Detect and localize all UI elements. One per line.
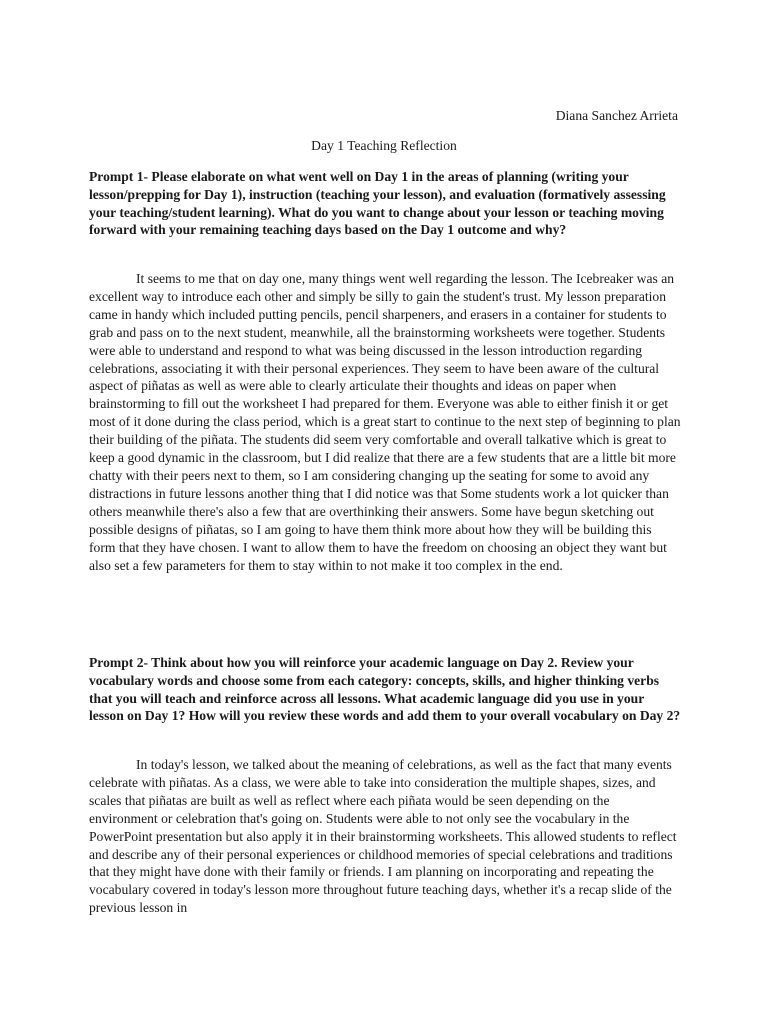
prompt-2: Prompt 2- Think about how you will reinforce your academic language on Day 2. Review your vocabulary words and choose some from each category: concepts, skills, and higher thinking verbs that you will teach and reinforce across all lessons. What academic language did you use in your lesson on Day 1? How will you review these words and add them to your overall vocabulary on Day 2? [89,655,681,724]
response-1: It seems to me that on day one, many things went well regarding the lesson. The Icebreaker was an excellent way to introduce each other and simply be silly to gain the student's trust. My lesson preparation came in handy which included putting pencils, pencil sharpeners, and erasers in a container for students to grab and pass on to the next student, meanwhile, all the brainstorming worksheets were together. Students were able to understand and respond to what was being discussed in the lesson introduction regarding celebrations, associating it with their personal experiences. They seem to have been aware of the cultural aspect of piñatas as well as were able to clearly articulate their thoughts and ideas on paper when brainstorming to fill out the worksheet I had prepared for them. Everyone was able to either finish it or get most of it done during the class period, which is a great start to continue to the next step of beginning to plan their building of the piñata. The students did seem very comfortable and overall talkative which is great to keep a good dynamic in the classroom, but I did realize that there are a few students that are a little bit more chatty with their peers next to them, so I am considering changing up the seating for some to avoid any distractions in future lessons another thing that I did notice was that Some students work a lot quicker than others meanwhile there's also a few that are overthinking their answers. Some have begun sketching out possible designs of piñatas, so I am going to have them think more about how they will be building this form that they have chosen. I want to allow them to have the freedom on choosing an object they want but also set a few parameters for them to stay within to not make it too complex in the end. [89,271,681,573]
prompt-1: Prompt 1- Please elaborate on what went well on Day 1 in the areas of planning (writing your lesson/prepping for Day 1), instruction (teaching your lesson), and evaluation (formatively assessing your teaching/student learning). What do you want to change about your lesson or teaching moving forward with your remaining teaching days based on the Day 1 outcome and why? [89,169,666,238]
document-title: Day 1 Teaching Reflection [311,138,457,153]
author-name: Diana Sanchez Arrieta [555,108,678,123]
response-2: In today's lesson, we talked about the meaning of celebrations, as well as the fact that many events celebrate with piñatas. As a class, we were able to take into consideration the multiple shapes, sizes, and scales that piñatas are built as well as reflect where each piñata would be seen depending on the environment or celebration that's going on. Students were able to not only see the vocabulary in the PowerPoint presentation but also apply it in their brainstorming worksheets. This allowed students to reflect and describe any of their personal experiences or childhood memories of special celebrations and traditions that they might have done with their family or friends. I am planning on incorporating and repeating the vocabulary covered in today's lesson more throughout future teaching days, whether it's a recap slide of the previous lesson in [89,757,677,916]
